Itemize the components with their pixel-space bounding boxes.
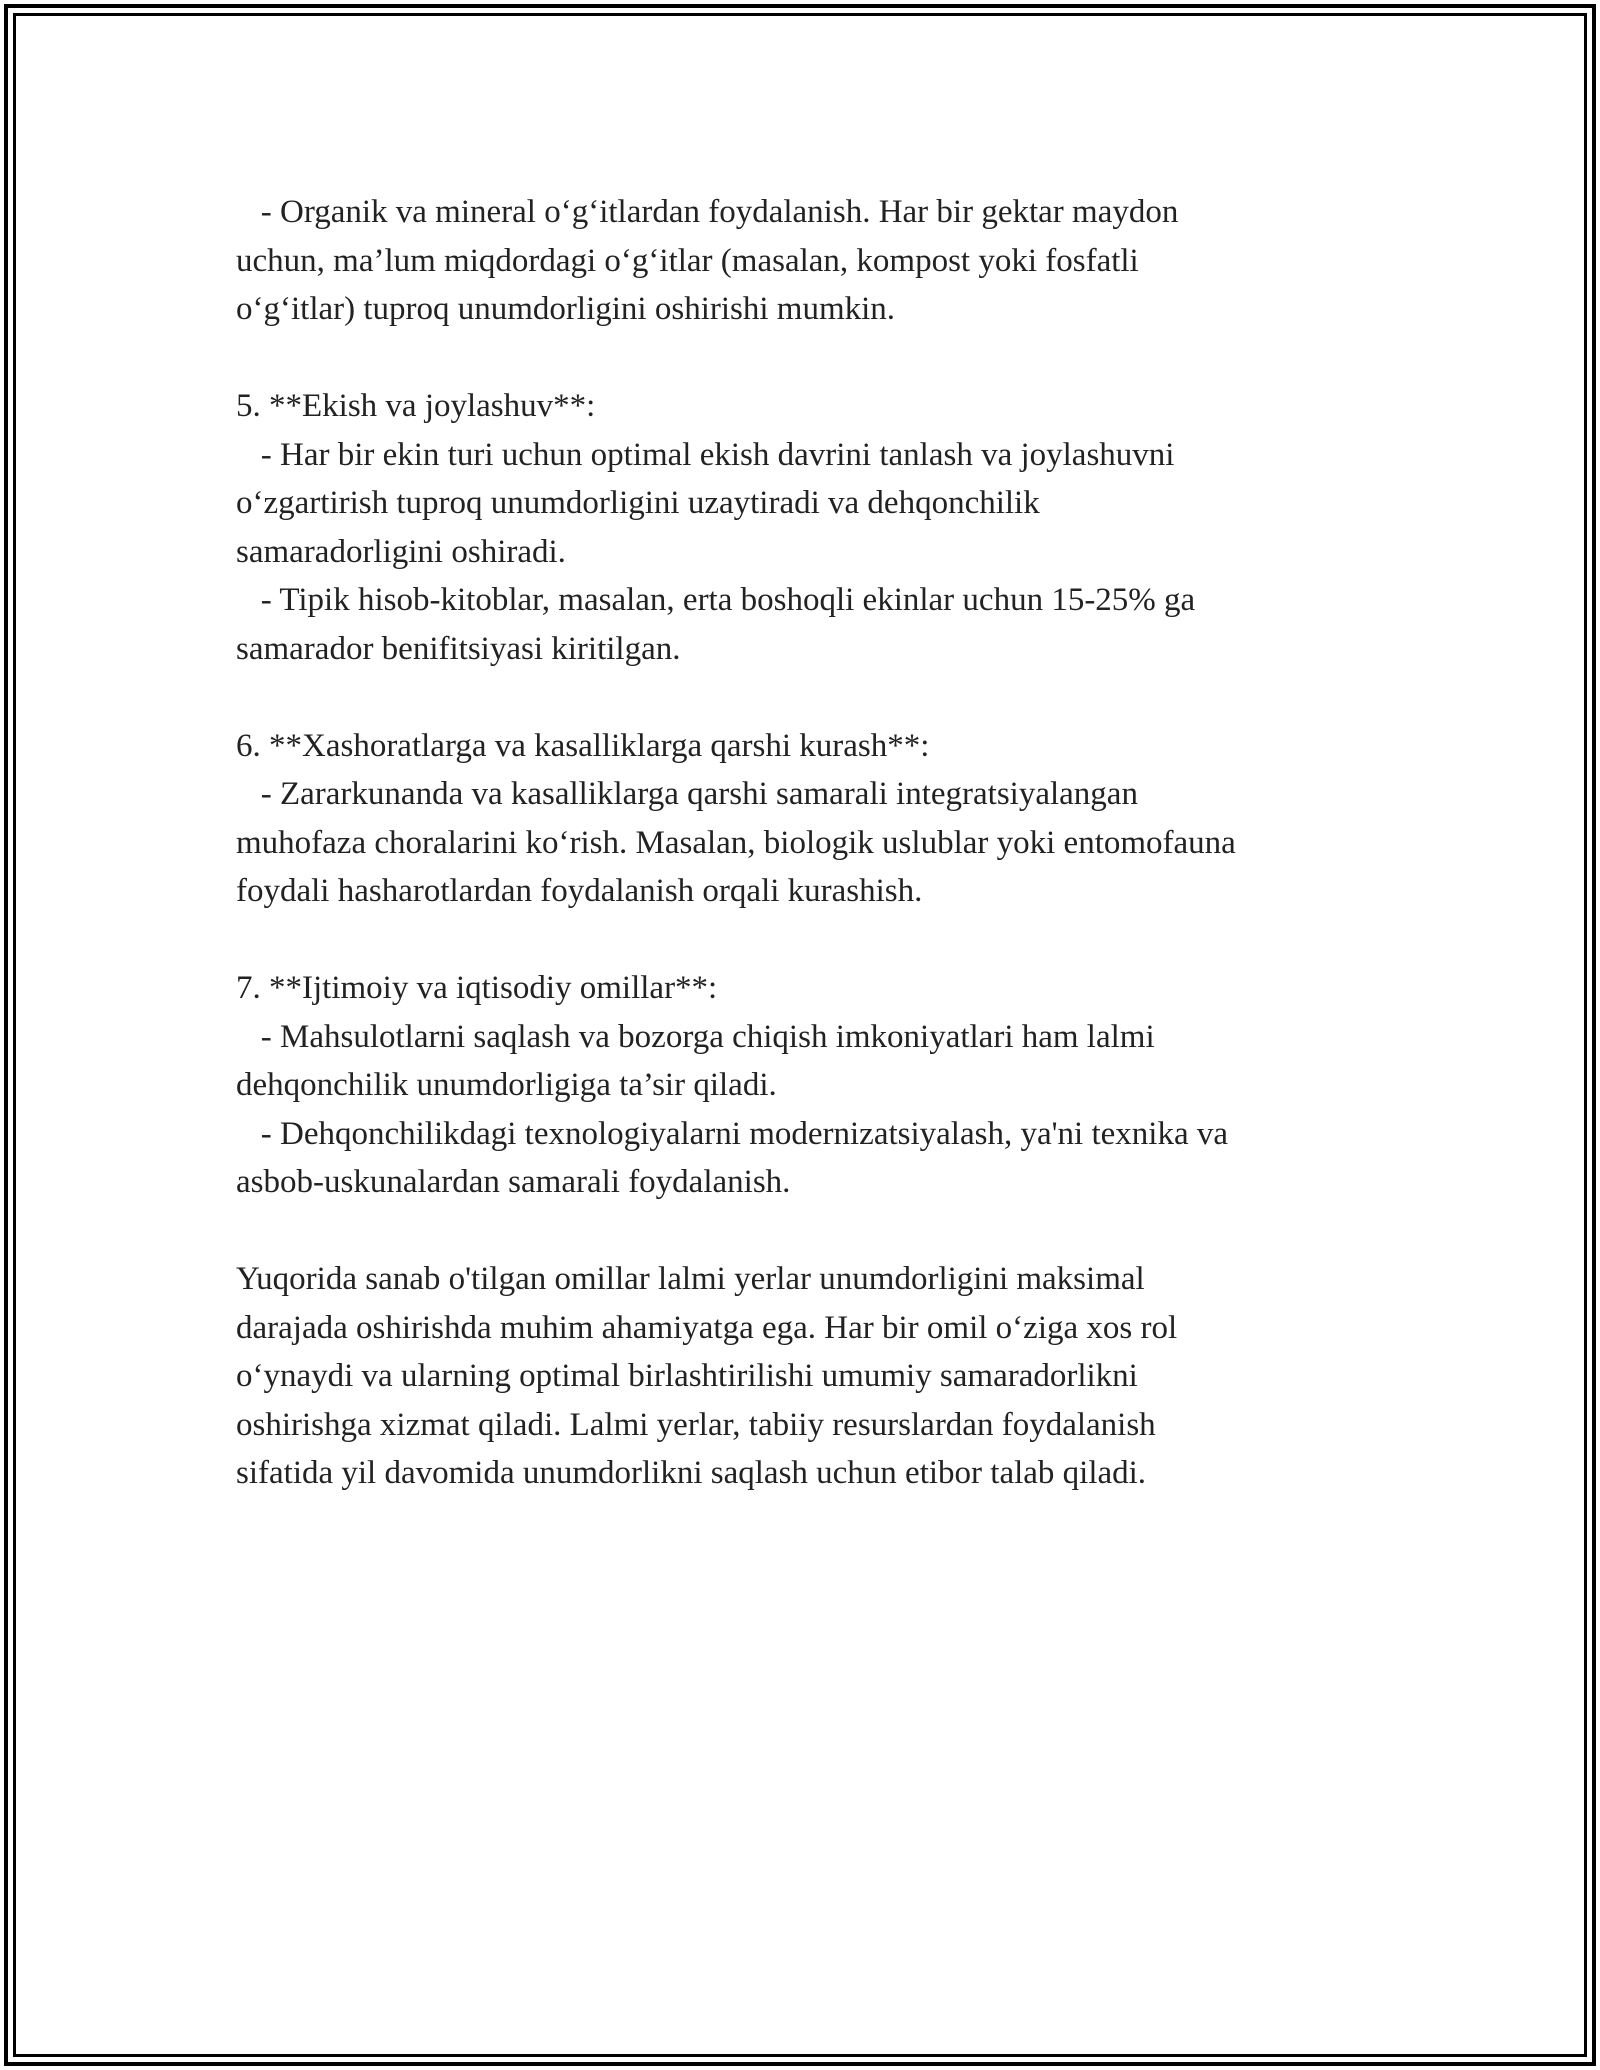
paragraph-gap	[236, 673, 1366, 722]
section-7-socioeconomic	[236, 964, 1366, 1207]
text-line: samaradorligini oshiradi.	[236, 533, 566, 570]
text-line: foydali hasharotlardan foydalanish orqali kurashish.	[236, 873, 923, 909]
text-line: Yuqorida sanab o'tilgan omillar lalmi yerlar unumdorligini maksimal	[236, 1261, 1145, 1297]
text-line: asbob-uskunalardan samarali foydalanish.	[236, 1164, 791, 1200]
text-line: - Dehqonchilikdagi texnologiyalarni modernizatsiyalash, ya'ni texnika va	[236, 1115, 1228, 1152]
text-line: dehqonchilik unumdorligiga ta’sir qiladi.	[236, 1067, 777, 1103]
text-line: - Tipik hisob-kitoblar, masalan, erta boshoqli ekinlar uchun 15-25% ga	[236, 582, 1196, 618]
paragraph-gap	[236, 1207, 1366, 1256]
text-line: - Organik va mineral o‘g‘itlardan foydalanish. Har bir gektar maydon	[236, 194, 1179, 230]
text-line: sifatida yil davomida unumdorlikni saqlash uchun etibor talab qiladi.	[236, 1455, 1147, 1491]
text-line: o‘g‘itlar) tuproq unumdorligini oshirishi mumkin.	[236, 291, 896, 327]
paragraph-gap	[236, 916, 1366, 965]
text-line: darajada oshirishda muhim ahamiyatga ega. Har bir omil o‘ziga xos rol	[236, 1309, 1178, 1346]
section-heading: 6. **Xashoratlarga va kasalliklarga qarshi kurash**:	[236, 727, 930, 764]
text-line: o‘zgartirish tuproq unumdorligini uzaytiradi va dehqonchilik	[236, 485, 1040, 521]
text-line: uchun, ma’lum miqdordagi o‘g‘itlar (masalan, kompost yoki fosfatli	[236, 242, 1139, 279]
conclusion-paragraph	[236, 1255, 1366, 1498]
section-5-planting	[236, 382, 1366, 673]
text-line: - Zararkunanda va kasalliklarga qarshi samarali integratsiyalangan	[236, 776, 1138, 812]
fertilizer-paragraph	[236, 188, 1366, 334]
text-line: muhofaza choralarini ko‘rish. Masalan, biologik uslublar yoki entomofauna	[236, 824, 1236, 861]
section-heading: 5. **Ekish va joylashuv**:	[236, 388, 596, 424]
section-6-pest-control	[236, 722, 1366, 916]
text-line: samarador benifitsiyasi kiritilgan.	[236, 630, 681, 667]
text-line: oshirishga xizmat qiladi. Lalmi yerlar, tabiiy resurslardan foydalanish	[236, 1406, 1156, 1443]
section-heading: 7. **Ijtimoiy va iqtisodiy omillar**:	[236, 970, 718, 1006]
paragraph-gap	[236, 334, 1366, 383]
text-line: o‘ynaydi va ularning optimal birlashtirilishi umumiy samaradorlikni	[236, 1358, 1138, 1394]
text-line: - Mahsulotlarni saqlash va bozorga chiqish imkoniyatlari ham lalmi	[236, 1018, 1155, 1055]
document-body	[236, 188, 1366, 1498]
text-line: - Har bir ekin turi uchun optimal ekish davrini tanlash va joylashuvni	[236, 436, 1175, 473]
